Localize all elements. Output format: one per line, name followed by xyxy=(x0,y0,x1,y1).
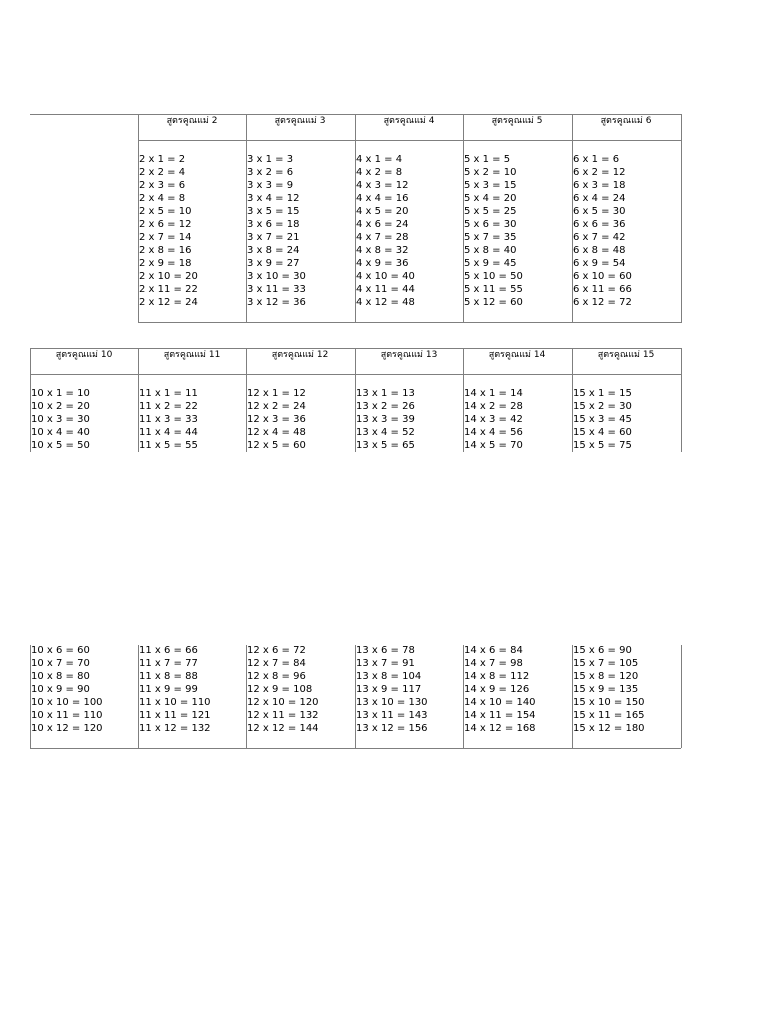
table-cell: 13 x 2 = 26 xyxy=(356,401,415,412)
table-cell: 15 x 3 = 45 xyxy=(573,414,632,425)
table-cell: 3 x 8 = 24 xyxy=(247,245,300,256)
table2-column-top xyxy=(30,387,138,452)
table2-header-cell: สูตรคูณแม่ 14 xyxy=(488,350,546,360)
table-cell: 15 x 5 = 75 xyxy=(573,440,632,451)
table-cell: 3 x 7 = 21 xyxy=(247,232,300,243)
table2-column-bottom xyxy=(246,644,354,735)
table-cell: 2 x 11 = 22 xyxy=(139,284,198,295)
table-cell: 14 x 6 = 84 xyxy=(464,645,523,656)
table-cell: 11 x 4 = 44 xyxy=(139,427,198,438)
table-cell: 5 x 11 = 55 xyxy=(464,284,523,295)
table1-bottom-rule xyxy=(138,322,681,323)
table-cell: 12 x 5 = 60 xyxy=(247,440,306,451)
table-cell: 10 x 2 = 20 xyxy=(31,401,90,412)
table-cell: 2 x 12 = 24 xyxy=(139,297,198,308)
table-cell: 3 x 1 = 3 xyxy=(247,154,294,165)
table-cell: 2 x 2 = 4 xyxy=(139,167,186,178)
table1-column xyxy=(246,153,354,309)
table-cell: 2 x 10 = 20 xyxy=(139,271,198,282)
table-cell: 4 x 8 = 32 xyxy=(356,245,409,256)
table-cell: 10 x 9 = 90 xyxy=(31,684,90,695)
table-cell: 2 x 6 = 12 xyxy=(139,219,192,230)
table1-column xyxy=(572,153,680,309)
table1-column xyxy=(138,153,246,309)
table-cell: 4 x 1 = 4 xyxy=(356,154,403,165)
table-cell: 12 x 4 = 48 xyxy=(247,427,306,438)
table-cell: 5 x 9 = 45 xyxy=(464,258,517,269)
table1-header-cell: สูตรคูณแม่ 2 xyxy=(166,116,218,126)
table-cell: 13 x 8 = 104 xyxy=(356,671,422,682)
table-cell: 14 x 5 = 70 xyxy=(464,440,523,451)
table2-column-top xyxy=(572,387,680,452)
table2-column-top xyxy=(463,387,571,452)
table-cell: 11 x 7 = 77 xyxy=(139,658,198,669)
table-cell: 4 x 2 = 8 xyxy=(356,167,403,178)
table-cell: 15 x 8 = 120 xyxy=(573,671,639,682)
table-cell: 13 x 9 = 117 xyxy=(356,684,422,695)
table-cell: 13 x 7 = 91 xyxy=(356,658,415,669)
table-cell: 6 x 1 = 6 xyxy=(573,154,620,165)
table-cell: 2 x 1 = 2 xyxy=(139,154,186,165)
table-cell: 12 x 3 = 36 xyxy=(247,414,306,425)
table-cell: 2 x 3 = 6 xyxy=(139,180,186,191)
table-cell: 12 x 9 = 108 xyxy=(247,684,313,695)
table-cell: 11 x 5 = 55 xyxy=(139,440,198,451)
table-cell: 12 x 7 = 84 xyxy=(247,658,306,669)
table-cell: 3 x 4 = 12 xyxy=(247,193,300,204)
table-cell: 6 x 10 = 60 xyxy=(573,271,632,282)
table2-column-bottom xyxy=(463,644,571,735)
table-cell: 10 x 6 = 60 xyxy=(31,645,90,656)
table2-column-bottom xyxy=(30,644,138,735)
table-cell: 5 x 5 = 25 xyxy=(464,206,517,217)
table-cell: 4 x 7 = 28 xyxy=(356,232,409,243)
table2-column-bottom xyxy=(572,644,680,735)
table-cell: 6 x 8 = 48 xyxy=(573,245,626,256)
table-cell: 6 x 5 = 30 xyxy=(573,206,626,217)
table-cell: 4 x 9 = 36 xyxy=(356,258,409,269)
table-cell: 12 x 11 = 132 xyxy=(247,710,319,721)
table-cell: 5 x 4 = 20 xyxy=(464,193,517,204)
table2-header-cell: สูตรคูณแม่ 12 xyxy=(271,350,329,360)
table-cell: 10 x 4 = 40 xyxy=(31,427,90,438)
table-cell: 13 x 1 = 13 xyxy=(356,388,415,399)
table-cell: 2 x 9 = 18 xyxy=(139,258,192,269)
table1-top-rule-left xyxy=(30,114,138,115)
table-cell: 4 x 12 = 48 xyxy=(356,297,415,308)
table-cell: 15 x 7 = 105 xyxy=(573,658,639,669)
table-cell: 11 x 6 = 66 xyxy=(139,645,198,656)
table-cell: 6 x 12 = 72 xyxy=(573,297,632,308)
table-cell: 15 x 10 = 150 xyxy=(573,697,645,708)
table-cell: 14 x 10 = 140 xyxy=(464,697,536,708)
table-cell: 4 x 11 = 44 xyxy=(356,284,415,295)
table-cell: 14 x 8 = 112 xyxy=(464,671,530,682)
table2-column-top xyxy=(355,387,463,452)
table-cell: 11 x 8 = 88 xyxy=(139,671,198,682)
table-cell: 15 x 4 = 60 xyxy=(573,427,632,438)
table-cell: 13 x 4 = 52 xyxy=(356,427,415,438)
table-cell: 3 x 11 = 33 xyxy=(247,284,306,295)
table-cell: 3 x 6 = 18 xyxy=(247,219,300,230)
table2-gridline xyxy=(681,348,682,452)
table-cell: 15 x 12 = 180 xyxy=(573,723,645,734)
table2-column-bottom xyxy=(138,644,246,735)
table-cell: 3 x 3 = 9 xyxy=(247,180,294,191)
table-cell: 5 x 2 = 10 xyxy=(464,167,517,178)
table-cell: 14 x 7 = 98 xyxy=(464,658,523,669)
table-cell: 10 x 5 = 50 xyxy=(31,440,90,451)
table-cell: 14 x 9 = 126 xyxy=(464,684,530,695)
table-cell: 14 x 2 = 28 xyxy=(464,401,523,412)
table-cell: 13 x 10 = 130 xyxy=(356,697,428,708)
table-cell: 12 x 6 = 72 xyxy=(247,645,306,656)
table-cell: 14 x 3 = 42 xyxy=(464,414,523,425)
table-cell: 4 x 6 = 24 xyxy=(356,219,409,230)
table1-header-rule xyxy=(138,140,681,141)
table-cell: 4 x 5 = 20 xyxy=(356,206,409,217)
table-cell: 15 x 9 = 135 xyxy=(573,684,639,695)
table-cell: 6 x 6 = 36 xyxy=(573,219,626,230)
table-cell: 10 x 3 = 30 xyxy=(31,414,90,425)
table-cell: 11 x 11 = 121 xyxy=(139,710,211,721)
table2-column-top xyxy=(246,387,354,452)
table-cell: 12 x 1 = 12 xyxy=(247,388,306,399)
table-cell: 11 x 3 = 33 xyxy=(139,414,198,425)
table-cell: 10 x 11 = 110 xyxy=(31,710,103,721)
table-cell: 2 x 7 = 14 xyxy=(139,232,192,243)
table-cell: 6 x 4 = 24 xyxy=(573,193,626,204)
table1-header-cell: สูตรคูณแม่ 3 xyxy=(274,116,326,126)
table-cell: 5 x 6 = 30 xyxy=(464,219,517,230)
table-cell: 13 x 12 = 156 xyxy=(356,723,428,734)
table2-header-cell: สูตรคูณแม่ 15 xyxy=(597,350,655,360)
table-cell: 10 x 1 = 10 xyxy=(31,388,90,399)
table-cell: 10 x 8 = 80 xyxy=(31,671,90,682)
table-cell: 12 x 12 = 144 xyxy=(247,723,319,734)
table-cell: 13 x 3 = 39 xyxy=(356,414,415,425)
table-cell: 2 x 5 = 10 xyxy=(139,206,192,217)
table-cell: 14 x 12 = 168 xyxy=(464,723,536,734)
table2-column-bottom xyxy=(355,644,463,735)
table-cell: 15 x 11 = 165 xyxy=(573,710,645,721)
table-cell: 14 x 4 = 56 xyxy=(464,427,523,438)
table-cell: 6 x 7 = 42 xyxy=(573,232,626,243)
table1-header-cell: สูตรคูณแม่ 5 xyxy=(491,116,543,126)
table-cell: 14 x 11 = 154 xyxy=(464,710,536,721)
table-cell: 15 x 1 = 15 xyxy=(573,388,632,399)
table-cell: 12 x 2 = 24 xyxy=(247,401,306,412)
table-cell: 11 x 9 = 99 xyxy=(139,684,198,695)
table1-gridline xyxy=(681,114,682,323)
table2-header-cell: สูตรคูณแม่ 10 xyxy=(55,350,113,360)
table-cell: 11 x 10 = 110 xyxy=(139,697,211,708)
table-cell: 12 x 10 = 120 xyxy=(247,697,319,708)
table-cell: 5 x 7 = 35 xyxy=(464,232,517,243)
table-cell: 4 x 4 = 16 xyxy=(356,193,409,204)
table-cell: 2 x 8 = 16 xyxy=(139,245,192,256)
table-cell: 5 x 8 = 40 xyxy=(464,245,517,256)
table2-gridline xyxy=(681,645,682,748)
table-cell: 3 x 10 = 30 xyxy=(247,271,306,282)
table-cell: 5 x 12 = 60 xyxy=(464,297,523,308)
table-cell: 10 x 7 = 70 xyxy=(31,658,90,669)
table1-column xyxy=(355,153,463,309)
table2-header-cell: สูตรคูณแม่ 11 xyxy=(163,350,221,360)
table2-column-top xyxy=(138,387,246,452)
table-cell: 15 x 2 = 30 xyxy=(573,401,632,412)
table1-header-cell: สูตรคูณแม่ 6 xyxy=(600,116,652,126)
table-cell: 4 x 10 = 40 xyxy=(356,271,415,282)
table-cell: 5 x 10 = 50 xyxy=(464,271,523,282)
table2-bottom-rule xyxy=(30,748,681,749)
table-cell: 6 x 2 = 12 xyxy=(573,167,626,178)
table-cell: 6 x 11 = 66 xyxy=(573,284,632,295)
table1-header-cell: สูตรคูณแม่ 4 xyxy=(383,116,435,126)
table-cell: 15 x 6 = 90 xyxy=(573,645,632,656)
table-cell: 3 x 9 = 27 xyxy=(247,258,300,269)
table-cell: 13 x 5 = 65 xyxy=(356,440,415,451)
table-cell: 6 x 3 = 18 xyxy=(573,180,626,191)
table-cell: 13 x 11 = 143 xyxy=(356,710,428,721)
table-cell: 12 x 8 = 96 xyxy=(247,671,306,682)
table-cell: 11 x 12 = 132 xyxy=(139,723,211,734)
table2-header-cell: สูตรคูณแม่ 13 xyxy=(380,350,438,360)
table-cell: 2 x 4 = 8 xyxy=(139,193,186,204)
table-cell: 3 x 5 = 15 xyxy=(247,206,300,217)
table-cell: 3 x 2 = 6 xyxy=(247,167,294,178)
table-cell: 13 x 6 = 78 xyxy=(356,645,415,656)
table-cell: 10 x 10 = 100 xyxy=(31,697,103,708)
table-cell: 6 x 9 = 54 xyxy=(573,258,626,269)
table1-column xyxy=(463,153,571,309)
table-cell: 5 x 3 = 15 xyxy=(464,180,517,191)
table-cell: 5 x 1 = 5 xyxy=(464,154,511,165)
table-cell: 10 x 12 = 120 xyxy=(31,723,103,734)
table-cell: 4 x 3 = 12 xyxy=(356,180,409,191)
table-cell: 11 x 1 = 11 xyxy=(139,388,198,399)
table-cell: 11 x 2 = 22 xyxy=(139,401,198,412)
table-cell: 14 x 1 = 14 xyxy=(464,388,523,399)
table-cell: 3 x 12 = 36 xyxy=(247,297,306,308)
